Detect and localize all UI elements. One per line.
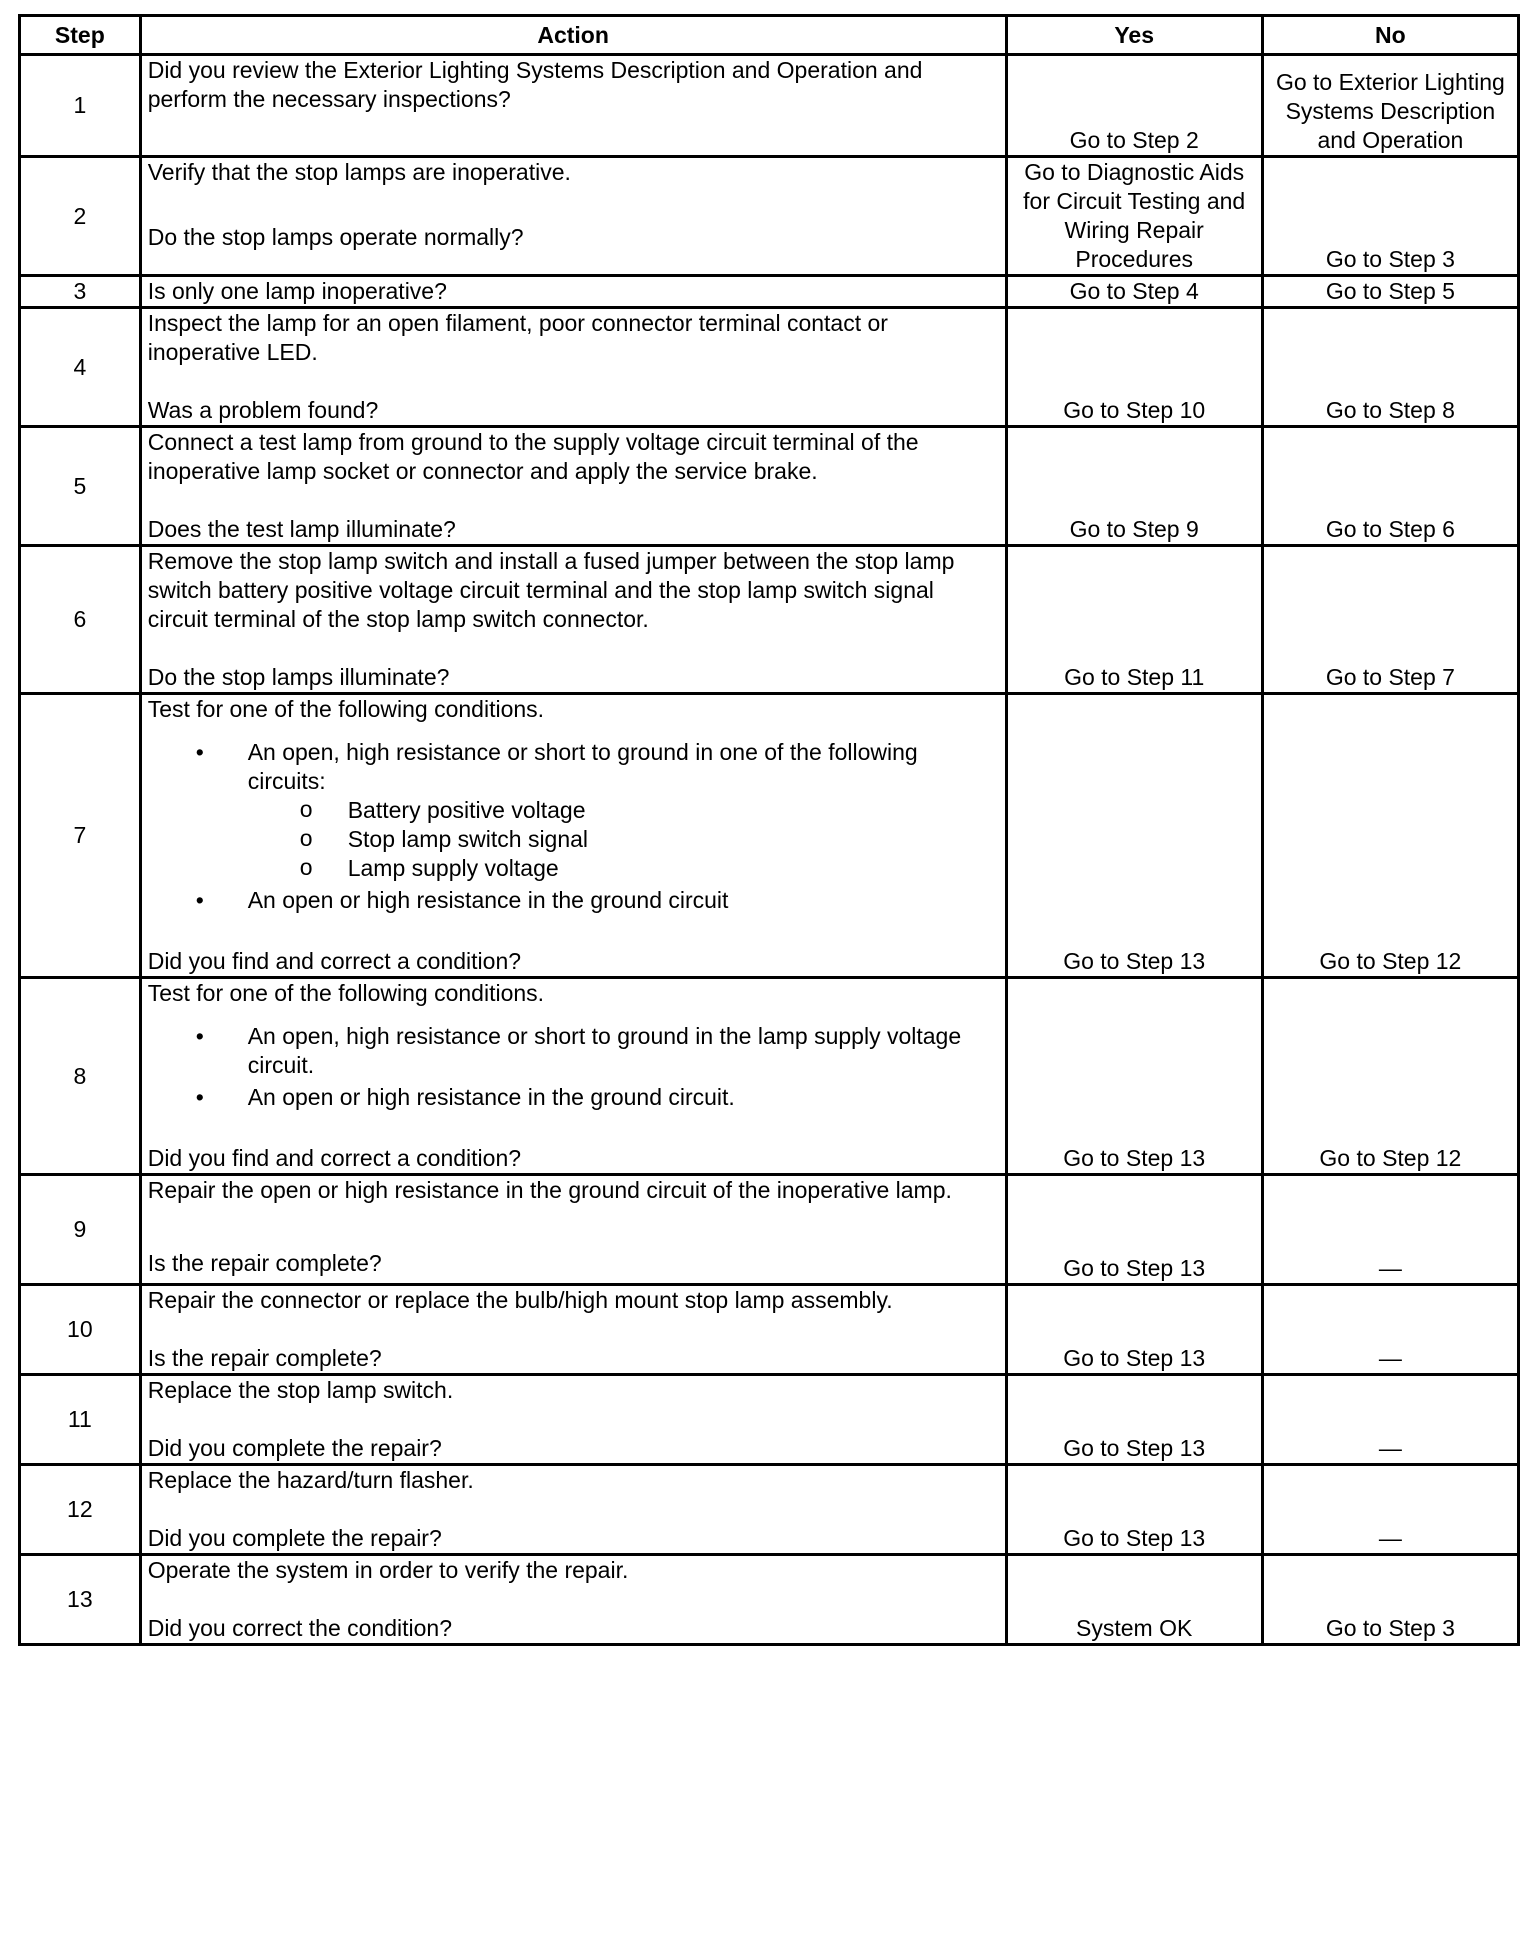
condition-item [248,1083,999,1112]
table-row [20,978,1519,1175]
condition-item [248,886,999,915]
blank-line [148,918,999,947]
table-row [20,546,1519,694]
no-result: Go to Step 12 [1262,978,1518,1175]
action-cell [140,1285,1006,1375]
action-content [148,1286,999,1373]
yes-result: Go to Step 13 [1006,1465,1262,1555]
step-number: 5 [20,427,141,546]
condition-text: An open, high resistance or short to ground in one of the following circuits: [247,739,918,794]
step-number: 2 [20,157,141,276]
yes-result: Go to Step 9 [1006,427,1262,546]
action-text: Verify that the stop lamps are inoperative. [147,159,571,185]
no-result: — [1262,1285,1518,1375]
action-text: Operate the system in order to verify the repair. [147,1557,629,1583]
action-content [148,547,999,692]
action-question: Is the repair complete? [147,1250,382,1276]
yes-result: Go to Step 2 [1006,55,1262,157]
action-cell [140,427,1006,546]
blank-line [148,1405,999,1434]
action-content [148,158,999,252]
condition-text: An open or high resistance in the ground circuit [247,887,729,913]
action-text: Is only one lamp inoperative? [147,278,447,304]
action-text: Inspect the lamp for an open filament, poor connector terminal contact or inoperative LED. [147,310,888,365]
table-row [20,427,1519,546]
header-no: No [1262,16,1518,55]
action-question: Was a problem found? [147,397,379,423]
table-row [20,1465,1519,1555]
no-result: Go to Step 3 [1262,157,1518,276]
step-number: 7 [20,694,141,978]
action-text: Connect a test lamp from ground to the supply voltage circuit terminal of the inoperative lamp socket or connector and apply the service brake. [147,429,919,484]
no-result: Go to Step 3 [1262,1555,1518,1645]
yes-result: Go to Step 13 [1006,694,1262,978]
header-yes: Yes [1006,16,1262,55]
table-body [20,55,1519,1645]
blank-line [148,1115,999,1144]
table-row [20,1375,1519,1465]
action-question: Did you find and correct a condition? [147,1145,522,1171]
circuit-list [248,796,999,883]
step-number: 12 [20,1465,141,1555]
action-content [148,979,999,1173]
yes-result: Go to Step 13 [1006,1285,1262,1375]
action-question: Did you complete the repair? [147,1435,442,1461]
yes-result: Go to Diagnostic Aids for Circuit Testing and Wiring Repair Procedures [1006,157,1262,276]
no-result: Go to Step 8 [1262,308,1518,427]
table-row [20,308,1519,427]
step-number: 8 [20,978,141,1175]
action-content [148,56,999,150]
action-cell [140,308,1006,427]
condition-item [248,738,999,883]
action-cell [140,1375,1006,1465]
blank-line [148,1315,999,1344]
action-content [148,1556,999,1643]
step-number: 9 [20,1175,141,1285]
no-result: — [1262,1375,1518,1465]
table-row [20,276,1519,308]
action-cell [140,978,1006,1175]
no-result: — [1262,1175,1518,1285]
yes-result: Go to Step 11 [1006,546,1262,694]
action-content [148,1466,999,1553]
blank-line [148,187,999,216]
condition-item [248,1022,999,1080]
action-text: Repair the open or high resistance in the ground circuit of the inoperative lamp. [147,1177,952,1203]
header-action: Action [140,16,1006,55]
step-number: 1 [20,55,141,157]
action-text: Remove the stop lamp switch and install a fused jumper between the stop lamp switch battery positive voltage circuit terminal and the stop lamp switch signal circuit terminal of the stop lamp switch connector. [147,548,955,632]
table-row [20,694,1519,978]
step-number: 11 [20,1375,141,1465]
yes-result: Go to Step 4 [1006,276,1262,308]
no-result: Go to Exterior Lighting Systems Description and Operation [1262,55,1518,157]
circuit-item: o Battery positive voltage [348,796,999,825]
action-content [148,277,999,306]
action-text: Repair the connector or replace the bulb/high mount stop lamp assembly. [147,1287,893,1313]
action-question: Does the test lamp illuminate? [147,516,456,542]
circuit-item: o Lamp supply voltage [348,854,999,883]
action-question: Do the stop lamps operate normally? [147,224,524,250]
table-row [20,1175,1519,1285]
action-content [148,695,999,976]
blank-line [148,634,999,663]
action-text: Did you review the Exterior Lighting Systems Description and Operation and perform the necessary inspections? [147,57,923,112]
action-question: Is the repair complete? [147,1345,382,1371]
action-text: Replace the hazard/turn flasher. [147,1467,474,1493]
no-result: Go to Step 7 [1262,546,1518,694]
no-result: Go to Step 5 [1262,276,1518,308]
header-row [20,16,1519,55]
action-question: Do the stop lamps illuminate? [147,664,450,690]
diagnostic-table [18,14,1520,1646]
action-content [148,309,999,425]
action-cell [140,55,1006,157]
yes-result: Go to Step 13 [1006,1175,1262,1285]
table-row [20,157,1519,276]
action-content [148,428,999,544]
action-cell [140,157,1006,276]
action-text: Test for one of the following conditions. [147,980,545,1006]
no-result: — [1262,1465,1518,1555]
action-cell [140,276,1006,308]
action-question: Did you complete the repair? [147,1525,442,1551]
yes-result: System OK [1006,1555,1262,1645]
action-text: Test for one of the following conditions. [147,696,545,722]
yes-result: Go to Step 10 [1006,308,1262,427]
step-number: 13 [20,1555,141,1645]
action-cell [140,694,1006,978]
blank-line [148,1205,999,1234]
action-question: Did you find and correct a condition? [147,948,522,974]
blank-line [148,486,999,515]
action-cell [140,1465,1006,1555]
yes-result: Go to Step 13 [1006,1375,1262,1465]
no-result: Go to Step 6 [1262,427,1518,546]
step-number: 6 [20,546,141,694]
table-row [20,1555,1519,1645]
blank-line [148,367,999,396]
step-number: 4 [20,308,141,427]
action-cell [140,1175,1006,1285]
step-number: 10 [20,1285,141,1375]
no-result: Go to Step 12 [1262,694,1518,978]
action-content [148,1376,999,1463]
blank-line [148,1585,999,1614]
table-row [20,55,1519,157]
condition-list [148,738,999,918]
condition-text: An open, high resistance or short to ground in the lamp supply voltage circuit. [247,1023,962,1078]
step-number: 3 [20,276,141,308]
header-step: Step [20,16,141,55]
action-content [148,1176,999,1278]
circuit-item: o Stop lamp switch signal [348,825,999,854]
table-row [20,1285,1519,1375]
action-question: Did you correct the condition? [147,1615,452,1641]
condition-list [148,1022,999,1115]
yes-result: Go to Step 13 [1006,978,1262,1175]
blank-line [148,1495,999,1524]
action-text: Replace the stop lamp switch. [147,1377,454,1403]
action-cell [140,1555,1006,1645]
action-cell [140,546,1006,694]
condition-text: An open or high resistance in the ground circuit. [247,1084,735,1110]
